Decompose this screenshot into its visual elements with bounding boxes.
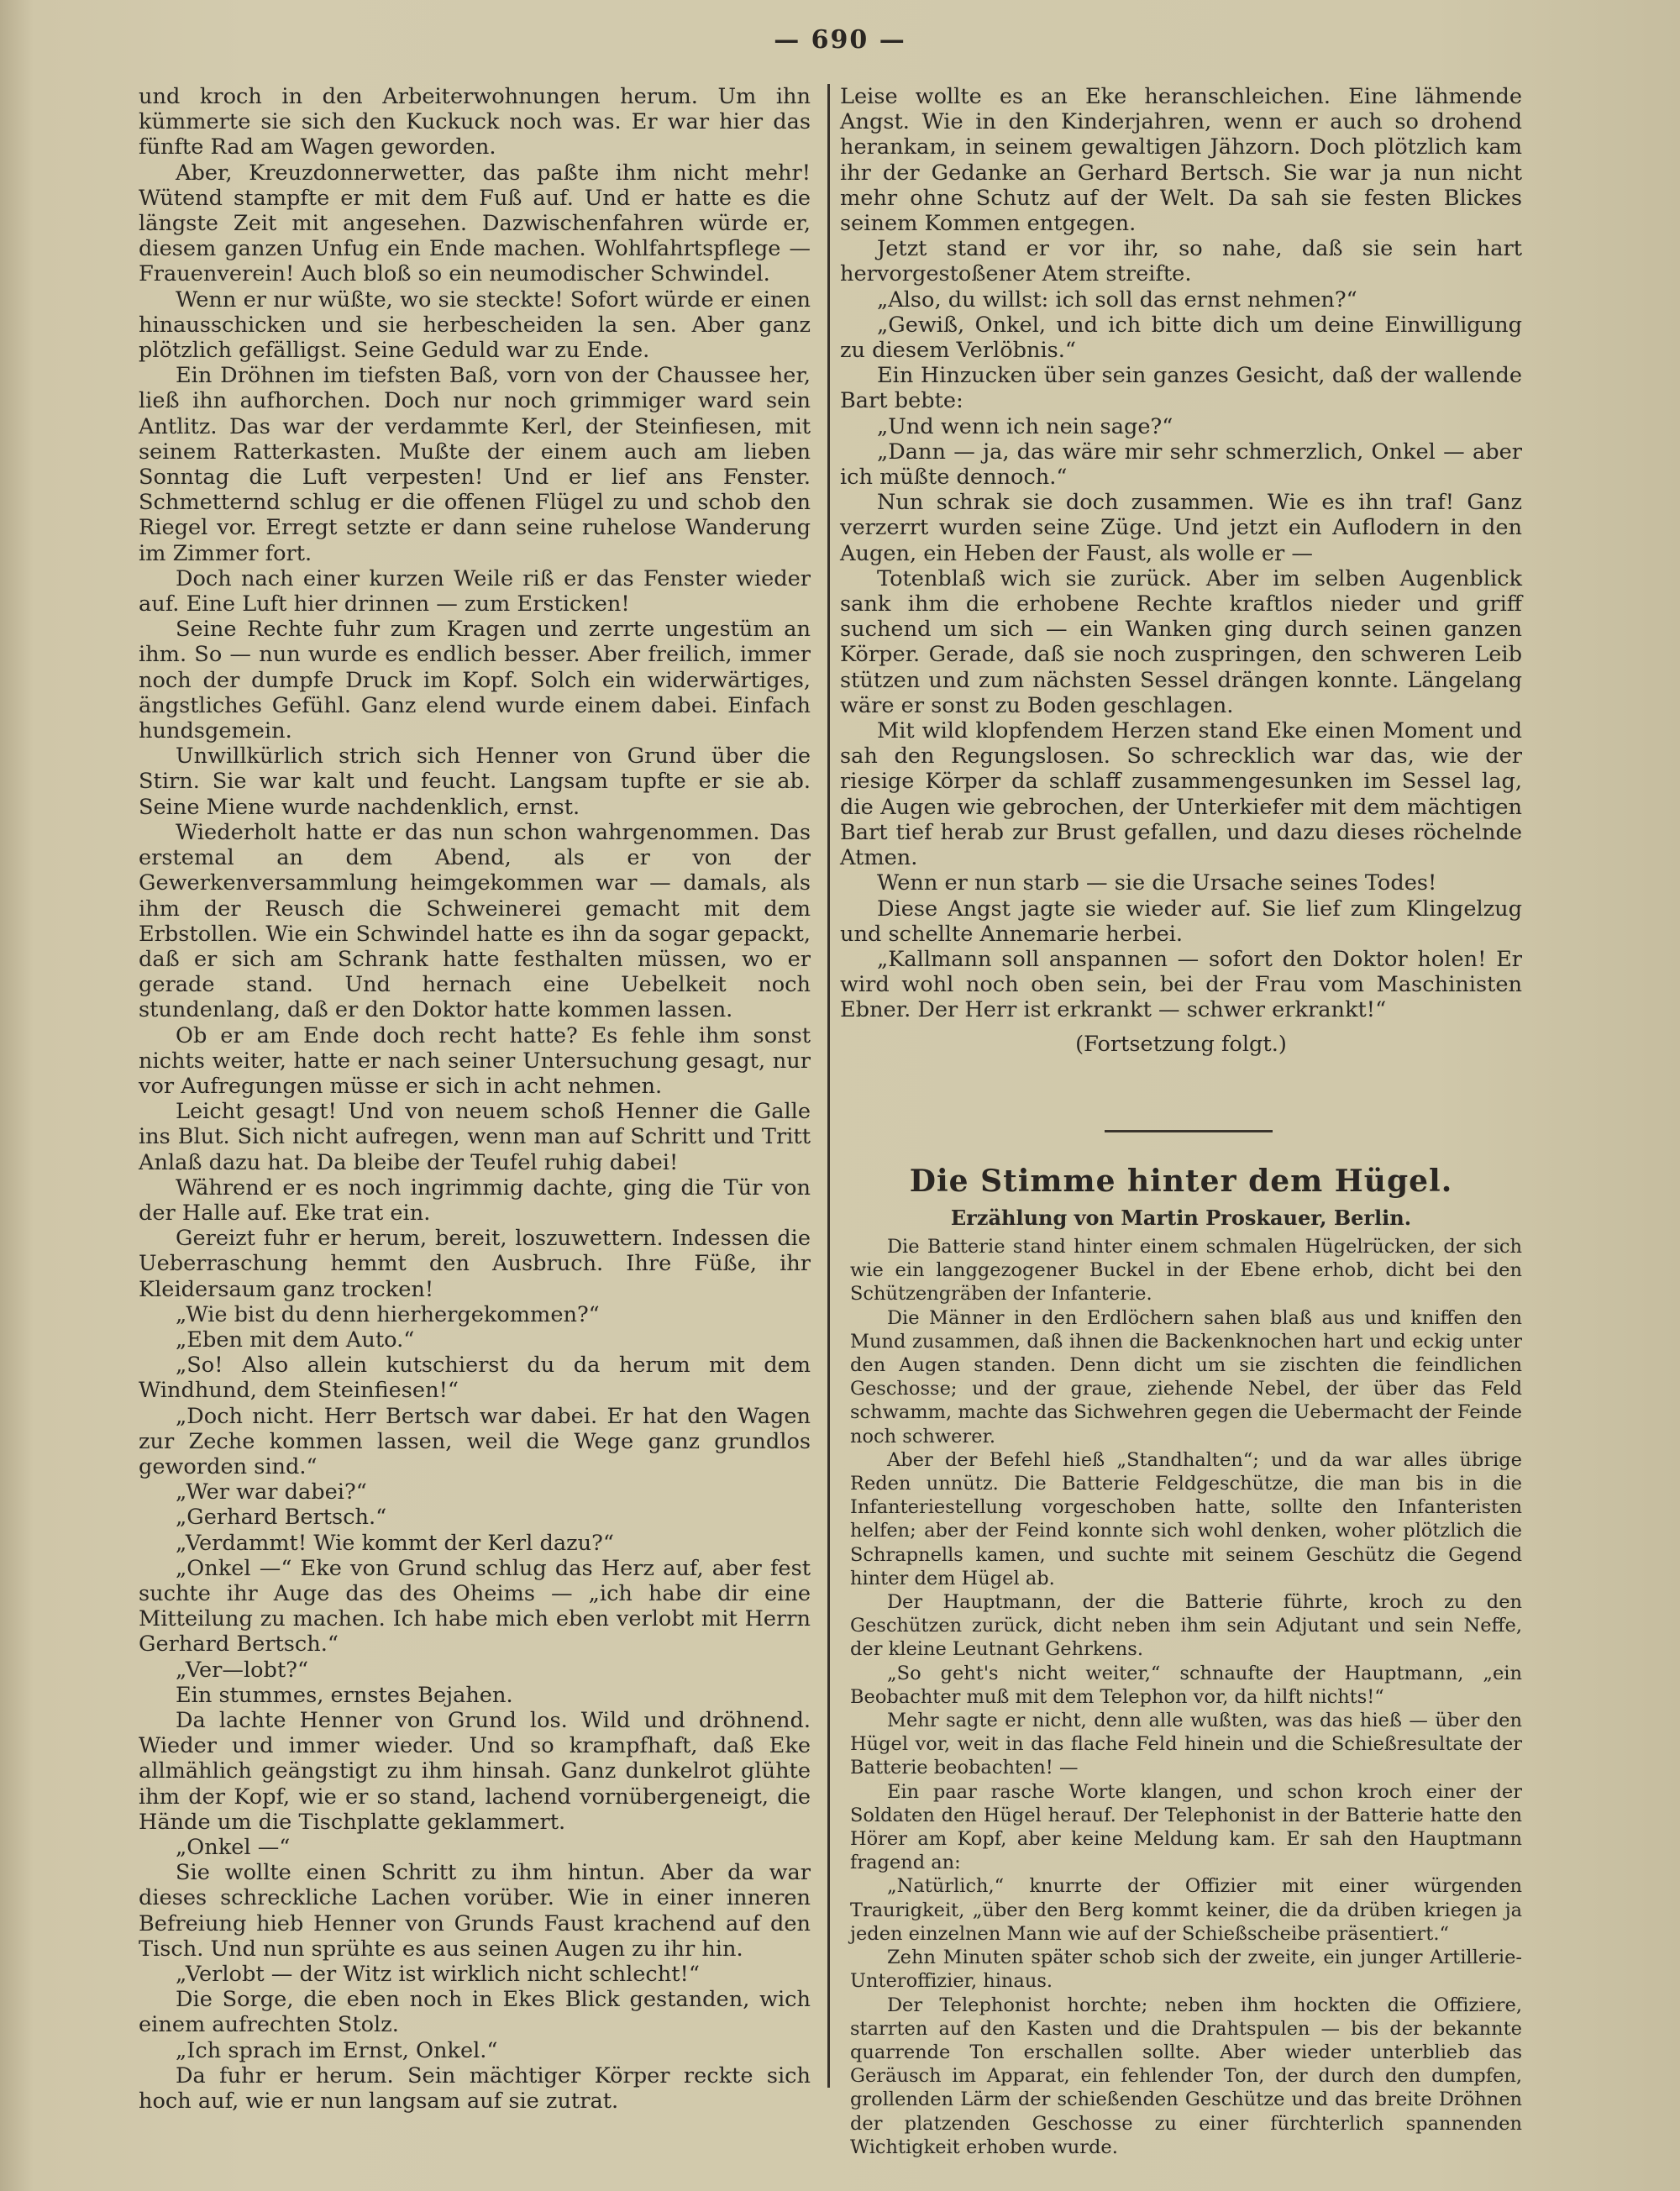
- paragraph: Zehn Minuten später schob sich der zweite, ein junger Artillerie-Unteroffizier, hinaus.: [850, 1947, 1522, 1993]
- paragraph: „Kallmann soll anspannen — sofort den Doktor holen! Er wird wohl noch oben sein, bei der Frau vom Maschinisten Ebner. Der Herr ist erkrankt — schwer erkrankt!“: [840, 946, 1522, 1023]
- paragraph: „Gerhard Bertsch.“: [176, 1505, 387, 1531]
- paragraph: Ein Dröhnen im tiefsten Baß, vorn von der Chaussee her, ließ ihn aufhorchen. Doch nur noch grimmiger ward sein Antlitz. Das war der verdammte Kerl, der Steinfiesen, mit seinem Ratterkasten. Mußte der einem auch am lieben Sonntag die Luft verpesten! Und er lief ans Fenster. Schmetternd schlug er die offenen Flügel zu und schob den Riegel vor. Erregt setzte er dann seine ruhelose Wanderung im Zimmer fort.: [139, 363, 811, 566]
- paragraph: Da lachte Henner von Grund los. Wild und dröhnend. Wieder und immer wieder. Und so krampfhaft, daß Eke allmählich geängstigt zu ihm hinsah. Ganz dunkelrot glühte ihm der Kopf, wie er so stand, lachend vornübergeneigt, die Hände um die Tischplatte geklammert.: [139, 1708, 811, 1835]
- paragraph: „Und wenn ich nein sage?“: [877, 413, 1173, 439]
- column-divider: [827, 84, 830, 2088]
- paragraph: Wiederholt hatte er das nun schon wahrgenommen. Das erstemal an dem Abend, als er von der Gewerkenversammlung heimgekommen war — damals, als ihm der Reusch die Schweinerei gemacht mit dem Erbstollen. Wie ein Schwindel hatte es ihn da sogar gepackt, daß er sich am Schrank hatte festhalten müssen, wo er gerade stand. Und hernach eine Uebelkeit noch stundenlang, daß er den Doktor hatte kommen lassen.: [139, 819, 811, 1023]
- paragraph: Wenn er nun starb — sie die Ursache seines Todes!: [877, 870, 1437, 896]
- paragraph: Seine Rechte fuhr zum Kragen und zerrte ungestüm an ihm. So — nun wurde es endlich besser. Aber freilich, immer noch der dumpfe Druck im Kopf. Solch ein widerwärtiges, ängstliches Gefühl. Ganz elend wurde einem dabei. Einfach hundsgemein.: [139, 617, 811, 744]
- paragraph: Aber der Befehl hieß „Standhalten“; und da war alles übrige Reden unnütz. Die Batterie Feldgeschütze, die man bis in die Infanteriestellung vorgeschoben hatte, sollte den Infanteristen helfen; aber der Feind konnte sich wohl denken, woher plötzlich die Schrapnells kamen, und suchte mit seinem Geschütz die Gegend hinter dem Hügel ab.: [850, 1448, 1522, 1589]
- paragraph: „Onkel —“: [176, 1835, 291, 1861]
- paragraph: „Eben mit dem Auto.“: [176, 1327, 415, 1353]
- paragraph: Der Telephonist horchte; neben ihm hockten die Offiziere, starrten auf den Kasten und die Drahtspulen — bis der bekannte quarrende Ton erschallen sollte. Aber wieder unterblieb das Geräusch im Apparat, ein fehlender Ton, der durch den dumpfen, grollenden Lärm der schießenden Geschütze und das breite Dröhnen der platzenden Geschosse zu einer fürchterlich spannenden Wichtigkeit erhoben wurde.: [850, 1994, 1522, 2158]
- right-column-serial: [840, 84, 1522, 1057]
- story-byline: Erzählung von Martin Proskauer, Berlin.: [950, 1206, 1412, 1230]
- paragraph: „Also, du willst: ich soll das ernst nehmen?“: [877, 286, 1357, 313]
- paragraph: „Ich sprach im Ernst, Onkel.“: [176, 2037, 498, 2063]
- paragraph: Mit wild klopfendem Herzen stand Eke einen Moment und sah den Regungslosen. So schrecklich war das, wie der riesige Körper da schlaff zusammengesunken im Sessel lag, die Augen wie gebrochen, der Unterkiefer mit dem mächtigen Bart tief herab zur Brust gefallen, und dazu dieses röchelnde Atmen.: [840, 718, 1522, 871]
- paragraph: „Wie bist du denn hierhergekommen?“: [176, 1301, 600, 1327]
- paragraph: „Doch nicht. Herr Bertsch war dabei. Er hat den Wagen zur Zeche kommen lassen, weil die Wege ganz grundlos geworden sind.“: [139, 1403, 811, 1479]
- paragraph: Gereizt fuhr er herum, bereit, loszuwettern. Indessen die Ueberraschung hemmt den Ausbruch. Ihre Füße, ihr Kleidersaum ganz trocken!: [139, 1226, 811, 1302]
- paragraph: „Ver—lobt?“: [176, 1657, 309, 1683]
- paragraph: Wenn er nur wüßte, wo sie steckte! Sofort würde er einen hinausschicken und sie herbescheiden la sen. Aber ganz plötzlich gefälligst. Seine Geduld war zu Ende.: [139, 286, 811, 364]
- paragraph: und kroch in den Arbeiterwohnungen herum. Um ihn kümmerte sie sich den Kuckuck noch was. Er war hier das fünfte Rad am Wagen geworden.: [139, 84, 811, 160]
- paragraph: Leicht gesagt! Und von neuem schoß Henner die Galle ins Blut. Sich nicht aufregen, wenn man auf Schritt und Tritt Anlaß dazu hat. Da bleibe der Teufel ruhig dabei!: [139, 1099, 811, 1175]
- paragraph: Aber, Kreuzdonnerwetter, das paßte ihm nicht mehr! Wütend stampfte er mit dem Fuß auf. Und er hatte es die längste Zeit mit angesehen. Dazwischenfahren würde er, diesem ganzen Unfug ein Ende machen. Wohlfahrtspflege — Frauenverein! Auch bloß so ein neumodischer Schwindel.: [139, 160, 811, 287]
- story-title: Die Stimme hinter dem Hügel.: [909, 1164, 1453, 1199]
- paragraph: „Verlobt — der Witz ist wirklich nicht schlecht!“: [176, 1962, 700, 1988]
- paragraph: Nun schrak sie doch zusammen. Wie es ihn traf! Ganz verzerrt wurden seine Züge. Und jetzt ein Auflodern in den Augen, ein Heben der Faust, als wolle er —: [840, 490, 1522, 566]
- page-number: — 690 —: [774, 25, 906, 55]
- paragraph: Während er es noch ingrimmig dachte, ging die Tür von der Halle auf. Eke trat ein.: [139, 1174, 811, 1226]
- paragraph: Die Männer in den Erdlöchern sahen blaß aus und kniffen den Mund zusammen, daß ihnen die Backenknochen hart und eckig unter den Augen standen. Denn dicht um sie zischten die feindlichen Geschosse; und der graue, ziehende Nebel, der über das Feld schwamm, machte das Sichwehren gegen die Uebermacht der Feinde noch schwerer.: [850, 1306, 1522, 1448]
- paragraph: Unwillkürlich strich sich Henner von Grund über die Stirn. Sie war kalt und feucht. Langsam tupfte er sie ab. Seine Miene wurde nachdenklich, ernst.: [139, 743, 811, 820]
- paragraph: Jetzt stand er vor ihr, so nahe, daß sie sein hart hervorgestoßener Atem streifte.: [840, 236, 1522, 287]
- paragraph: Ein paar rasche Worte klangen, und schon kroch einer der Soldaten den Hügel herauf. Der Telephonist in der Batterie hatte den Hörer am Kopf, aber keine Meldung kam. Er sah den Hauptmann fragend an:: [850, 1780, 1522, 1874]
- paragraph: Ein Hinzucken über sein ganzes Gesicht, daß der wallende Bart bebte:: [840, 363, 1522, 414]
- serial-paragraphs: [840, 84, 1522, 1023]
- paragraph: Der Hauptmann, der die Batterie führte, kroch zu den Geschützen zurück, dicht neben ihm sein Adjutant und sein Neffe, der kleine Leutnant Gehrkens.: [850, 1591, 1522, 1661]
- paragraph: Leise wollte es an Eke heranschleichen. Eine lähmende Angst. Wie in den Kinderjahren, wenn er auch so drohend herankam, in seinem gewaltigen Jähzorn. Doch plötzlich kam ihr der Gedanke an Gerhard Bertsch. Sie war ja nun nicht mehr ohne Schutz auf der Welt. Da sah sie festen Blickes seinem Kommen entgegen.: [840, 84, 1522, 237]
- paragraph: „So! Also allein kutschierst du da herum mit dem Windhund, dem Steinfiesen!“: [139, 1353, 811, 1404]
- left-column: [139, 84, 811, 2114]
- paragraph: Die Batterie stand hinter einem schmalen Hügelrücken, der sich wie ein langgezogener Buckel in der Ebene erhob, dicht bei den Schützengräben der Infanterie.: [850, 1236, 1522, 1306]
- paragraph: „Verdammt! Wie kommt der Kerl dazu?“: [176, 1530, 614, 1556]
- paragraph: Mehr sagte er nicht, denn alle wußten, was das hieß — über den Hügel vor, weit in das flache Feld hinein und die Schießresultate der Batterie beobachten! —: [850, 1710, 1522, 1779]
- paragraph: „Wer war dabei?“: [176, 1479, 367, 1505]
- paragraph: „Natürlich,“ knurrte der Offizier mit einer würgenden Traurigkeit, „über den Berg kommt keiner, die da drüben kriegen ja jeden einzelnen Mann wie auf der Schießscheibe präsentiert.“: [850, 1875, 1522, 1945]
- paragraph: Sie wollte einen Schritt zu ihm hintun. Aber da war dieses schreckliche Lachen vorüber. Wie in einer inneren Befreiung hieb Henner von Grunds Faust krachend auf den Tisch. Und nun sprühte es aus seinen Augen zu ihr hin.: [139, 1860, 811, 1962]
- paragraph: Da fuhr er herum. Sein mächtiger Körper reckte sich hoch auf, wie er nun langsam auf sie zutrat.: [139, 2062, 811, 2115]
- paragraph: Totenblaß wich sie zurück. Aber im selben Augenblick sank ihm die erhobene Rechte kraftlos nieder und griff suchend um sich — ein Wanken ging durch seinen ganzen Körper. Gerade, daß sie noch zuspringen, den schweren Leib stützen und zum nächsten Sessel drängen konnte. Längelang wäre er sonst zu Boden geschlagen.: [840, 565, 1522, 718]
- paragraph: „So geht's nicht weiter,“ schnaufte der Hauptmann, „ein Beobachter muß mit dem Telephon vor, da hilft nichts!“: [850, 1662, 1522, 1708]
- paragraph: „Gewiß, Onkel, und ich bitte dich um deine Einwilligung zu diesem Verlöbnis.“: [840, 312, 1522, 364]
- paragraph: Die Sorge, die eben noch in Ekes Blick gestanden, wich einem aufrechten Stolz.: [139, 1987, 811, 2038]
- story-column: [850, 1235, 1522, 2159]
- paragraph: „Onkel —“ Eke von Grund schlug das Herz auf, aber fest suchte ihr Auge das des Oheims — „ich habe dir eine Mitteilung zu machen. Ich habe mich eben verlobt mit Herrn Gerhard Bertsch.“: [139, 1555, 811, 1658]
- paragraph: Diese Angst jagte sie wieder auf. Sie lief zum Klingelzug und schellte Annemarie herbei.: [840, 896, 1522, 947]
- paragraph: Ob er am Ende doch recht hatte? Es fehle ihm sonst nichts weiter, hatte er nach seiner Untersuchung gesagt, nur vor Aufregungen müsse er sich in acht nehmen.: [139, 1022, 811, 1099]
- continuation-note: (Fortsetzung folgt.): [1075, 1031, 1287, 1057]
- story-separator-rule: [1105, 1130, 1273, 1132]
- paragraph: Ein stummes, ernstes Bejahen.: [176, 1682, 513, 1708]
- paragraph: Doch nach einer kurzen Weile riß er das Fenster wieder auf. Eine Luft hier drinnen — zum Ersticken!: [139, 565, 811, 617]
- paragraph: „Dann — ja, das wäre mir sehr schmerzlich, Onkel — aber ich müßte dennoch.“: [840, 439, 1522, 491]
